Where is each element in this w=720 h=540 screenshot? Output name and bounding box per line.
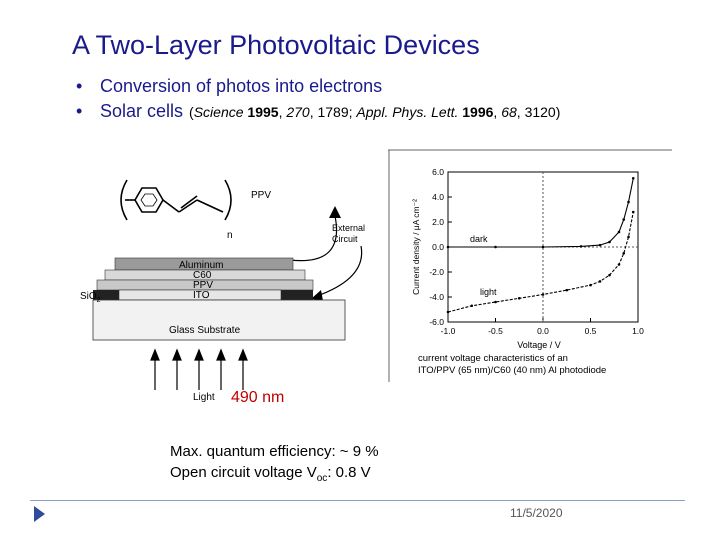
layer-label-c60: C60 xyxy=(193,270,212,281)
open-circuit-voltage: Open circuit voltage $V_{oc}$: 0.8 V xyxy=(170,464,371,484)
x-tick-label: 0.5 xyxy=(584,326,597,336)
substrate-label: Glass Substrate xyxy=(169,325,241,336)
quantum-efficiency: Max. quantum efficiency: ~ 9 % xyxy=(170,443,379,460)
x-tick-label: 0.0 xyxy=(537,326,549,336)
y-tick-label: -2.0 xyxy=(429,267,444,277)
slide-date: 11/5/2020 xyxy=(510,506,563,520)
data-point-light xyxy=(589,284,592,287)
bullet-dot: • xyxy=(76,76,83,96)
light-arrows xyxy=(151,350,247,390)
chart-caption: ITO/PPV (65 nm)/C60 (40 nm) Al photodiode xyxy=(418,365,607,376)
y-tick-label: 4.0 xyxy=(432,192,444,202)
series-line-light xyxy=(448,212,633,312)
slide-title: A Two-Layer Photovoltaic Devices xyxy=(72,30,480,60)
layer-label-aluminum: Aluminum xyxy=(179,260,224,271)
tick-layer xyxy=(429,167,644,336)
data-point-dark xyxy=(608,241,611,244)
bullet-dot: • xyxy=(76,101,83,121)
series-label-light: light xyxy=(480,287,497,297)
y-tick-label: 0.0 xyxy=(432,242,444,252)
sio2-label: SiO$_2$ xyxy=(80,291,101,304)
y-axis-label: Current density / μA cm⁻² xyxy=(411,199,421,295)
iv-chart xyxy=(388,148,674,384)
data-point-dark xyxy=(494,246,497,249)
data-point-light xyxy=(632,211,635,214)
x-axis-label: Voltage / V xyxy=(517,340,561,350)
bullet-item xyxy=(76,101,560,126)
bullet-item xyxy=(76,76,560,101)
data-point-dark xyxy=(622,218,625,221)
data-point-light xyxy=(470,304,473,307)
data-point-light xyxy=(599,280,602,283)
nav-arrow-icon[interactable] xyxy=(34,506,45,522)
data-point-light xyxy=(447,311,450,314)
benzene-ring xyxy=(135,188,163,212)
footer-divider xyxy=(30,500,685,501)
data-point-dark xyxy=(618,231,621,234)
data-point-light xyxy=(608,274,611,277)
device-diagram xyxy=(80,168,385,413)
data-point-dark xyxy=(580,245,583,248)
data-point-light xyxy=(565,289,568,292)
y-tick-label: 6.0 xyxy=(432,167,444,177)
data-point-light xyxy=(542,293,545,296)
external-circuit-label: Circuit xyxy=(332,234,358,244)
y-tick-label: -4.0 xyxy=(429,292,444,302)
layer-label-ppv: PPV xyxy=(193,280,214,291)
y-tick-label: -6.0 xyxy=(429,317,444,327)
bullet-list xyxy=(76,76,560,126)
ppv-molecule xyxy=(121,180,231,220)
ppv-label: PPV xyxy=(251,190,272,201)
circuit-return-arrow xyxy=(317,246,362,296)
bullet-text: Solar cells xyxy=(100,101,184,121)
x-tick-label: -1.0 xyxy=(440,326,456,336)
data-point-light xyxy=(494,301,497,304)
circuit-arrow xyxy=(290,216,337,261)
layer-label-ito: ITO xyxy=(193,290,210,301)
x-tick-label: -0.5 xyxy=(488,326,503,336)
data-point-dark xyxy=(542,246,545,249)
series-label-dark: dark xyxy=(470,234,488,244)
chart-caption: current voltage characteristics of an xyxy=(418,353,568,364)
y-tick-label: 2.0 xyxy=(432,217,444,227)
data-point-light xyxy=(622,252,625,255)
sio2-right xyxy=(281,290,313,300)
data-point-dark xyxy=(447,246,450,249)
data-point-dark xyxy=(599,244,602,247)
wavelength-label: 490 nm xyxy=(231,389,285,406)
data-point-dark xyxy=(627,201,630,204)
data-point-light xyxy=(618,263,621,266)
data-point-dark xyxy=(632,177,635,180)
data-point-light xyxy=(627,236,630,239)
light-label: Light xyxy=(193,392,215,403)
series-layer xyxy=(447,177,635,313)
repeat-n-label: n xyxy=(227,230,233,241)
bullet-text: Conversion of photos into electrons xyxy=(100,76,383,96)
results-text xyxy=(170,441,379,489)
external-circuit-label: External xyxy=(332,223,366,233)
circuit-arrowhead-icon xyxy=(329,206,341,218)
bracket-right xyxy=(225,180,231,220)
citation: (Science 1995, 270, 1789; Appl. Phys. Lett. 1996, 68, 3120) xyxy=(189,104,561,120)
data-point-light xyxy=(518,297,521,300)
x-tick-label: 1.0 xyxy=(632,326,644,336)
